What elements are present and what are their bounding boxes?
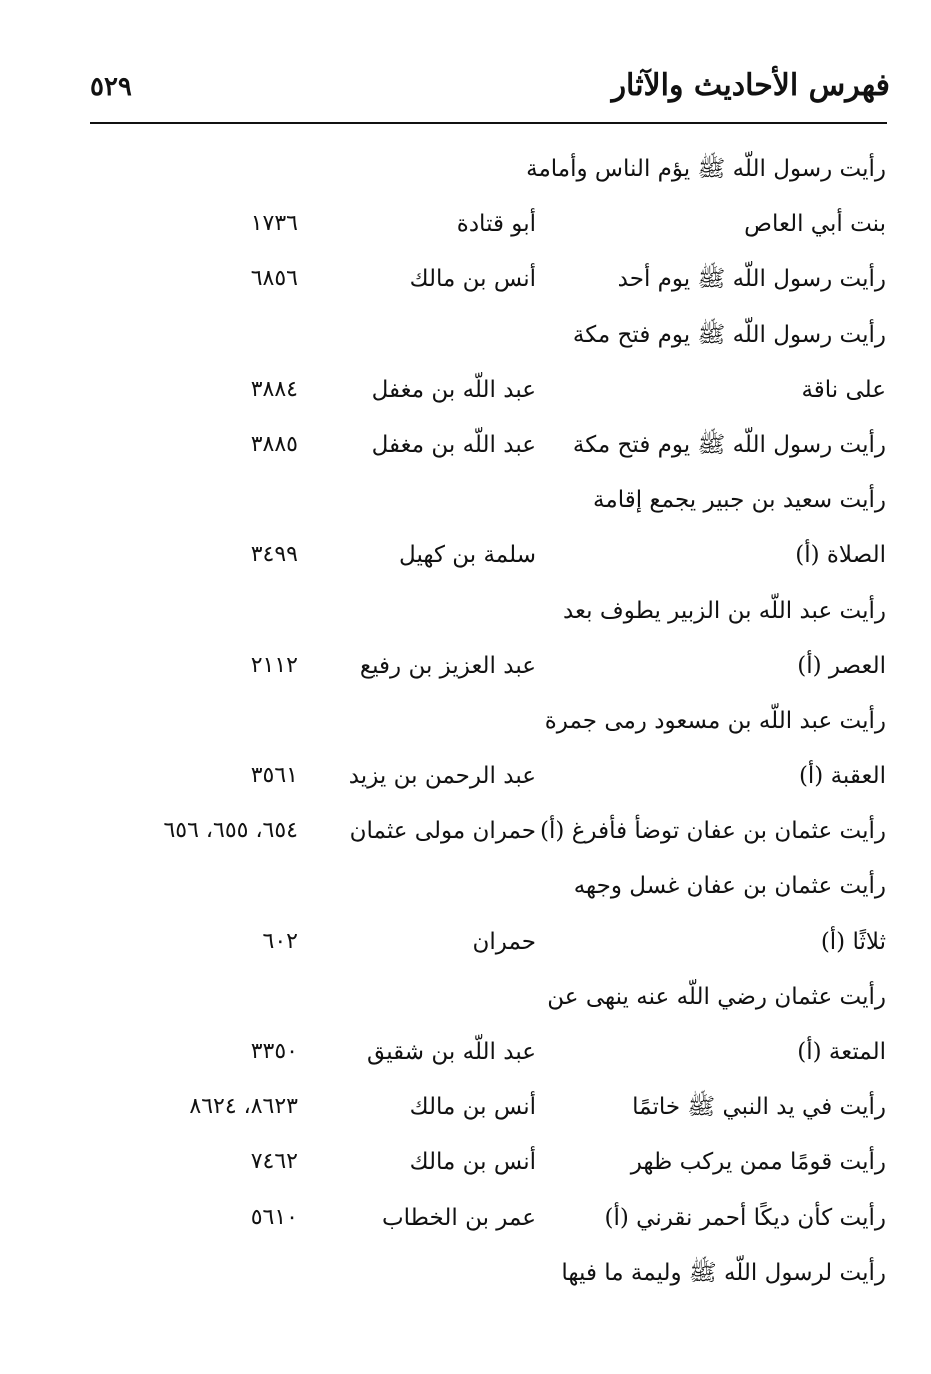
index-row [0, 640, 931, 695]
hadith-text: العقبة (أ) [798, 763, 886, 790]
hadith-text: رأيت عبد اللّه بن الزبير يطوف بعد [562, 597, 886, 624]
narrator: أنس بن مالك [409, 266, 536, 293]
hadith-numbers: ٦٠٢ [262, 928, 298, 954]
index-row [0, 916, 931, 971]
hadith-text: رأيت عبد اللّه بن مسعود رمى جمرة [544, 707, 886, 734]
index-row [0, 1081, 931, 1136]
hadith-index-list [0, 143, 931, 1302]
hadith-numbers: ٥٦١٠ [250, 1204, 298, 1230]
index-row [0, 695, 931, 750]
index-row [0, 1026, 931, 1081]
hadith-text: الصلاة (أ) [795, 542, 886, 569]
hadith-text: ثلاثًا (أ) [820, 928, 886, 955]
page-header [90, 62, 890, 112]
hadith-numbers: ٣٨٨٤ [250, 376, 298, 402]
hadith-text: رأيت في يد النبي ﷺ خاتمًا [632, 1094, 886, 1121]
hadith-text: رأيت قومًا ممن يركب ظهر [630, 1149, 886, 1176]
hadith-text: رأيت رسول اللّه ﷺ يوم فتح مكة [572, 431, 886, 458]
page-number: ٥٢٩ [90, 72, 132, 102]
hadith-text: رأيت عثمان بن عفان توضأ فأفرغ (أ) [540, 818, 886, 845]
hadith-text: رأيت كأن ديكًا أحمر نقرني (أ) [604, 1204, 886, 1231]
index-row [0, 419, 931, 474]
index-row [0, 860, 931, 915]
index-row [0, 474, 931, 529]
index-row [0, 1192, 931, 1247]
index-row [0, 143, 931, 198]
header-divider [90, 122, 887, 124]
hadith-text: رأيت رسول اللّه ﷺ يوم فتح مكة [572, 321, 886, 348]
hadith-text: العصر (أ) [797, 652, 886, 679]
hadith-numbers: ٣٤٩٩ [250, 542, 298, 568]
index-row [0, 309, 931, 364]
index-row [0, 253, 931, 308]
page-title: فهرس الأحاديث والآثار [611, 68, 890, 103]
index-row [0, 585, 931, 640]
narrator: عبد اللّه بن شقيق [367, 1039, 536, 1065]
hadith-numbers: ٣٥٦١ [250, 763, 298, 789]
hadith-text: رأيت سعيد بن جبير يجمع إقامة [593, 487, 886, 514]
index-row [0, 805, 931, 860]
index-row [0, 971, 931, 1026]
narrator: أنس بن مالك [409, 1094, 536, 1121]
narrator: أنس بن مالك [409, 1149, 536, 1176]
hadith-text: رأيت لرسول اللّه ﷺ وليمة ما فيها [561, 1259, 886, 1286]
index-row [0, 198, 931, 253]
hadith-text: المتعة (أ) [797, 1039, 886, 1065]
hadith-text: رأيت رسول اللّه ﷺ يؤم الناس وأمامة [526, 156, 886, 182]
hadith-numbers: ٦٥٤، ٦٥٥، ٦٥٦ [163, 818, 298, 844]
hadith-numbers: ٨٦٢٣، ٨٦٢٤ [189, 1094, 298, 1120]
index-row [0, 529, 931, 584]
narrator: عبد الرحمن بن يزيد [348, 763, 536, 790]
hadith-numbers: ٣٣٥٠ [250, 1039, 298, 1064]
hadith-numbers: ٣٨٨٥ [250, 431, 298, 457]
hadith-numbers: ٢١١٢ [250, 652, 298, 678]
narrator: عبد اللّه بن مغفل [371, 431, 536, 458]
hadith-numbers: ٧٤٦٢ [250, 1149, 298, 1175]
narrator: حمران مولى عثمان [349, 818, 536, 845]
index-row [0, 750, 931, 805]
index-row [0, 1247, 931, 1302]
index-row [0, 364, 931, 419]
narrator: عبد اللّه بن مغفل [371, 376, 536, 403]
hadith-text: رأيت عثمان بن عفان غسل وجهه [573, 873, 886, 900]
index-row [0, 1136, 931, 1191]
hadith-text: على ناقة [801, 376, 886, 403]
narrator: أبو قتادة [456, 211, 536, 238]
hadith-numbers: ١٧٣٦ [250, 211, 298, 237]
narrator: حمران [472, 928, 536, 955]
hadith-text: رأيت عثمان رضي اللّه عنه ينهى عن [547, 983, 886, 1010]
narrator: سلمة بن كهيل [399, 542, 536, 569]
hadith-text: رأيت رسول اللّه ﷺ يوم أحد [617, 266, 886, 293]
hadith-text: بنت أبي العاص [744, 211, 886, 238]
hadith-numbers: ٦٨٥٦ [250, 266, 298, 292]
narrator: عمر بن الخطاب [381, 1204, 536, 1231]
narrator: عبد العزيز بن رفيع [359, 652, 536, 679]
